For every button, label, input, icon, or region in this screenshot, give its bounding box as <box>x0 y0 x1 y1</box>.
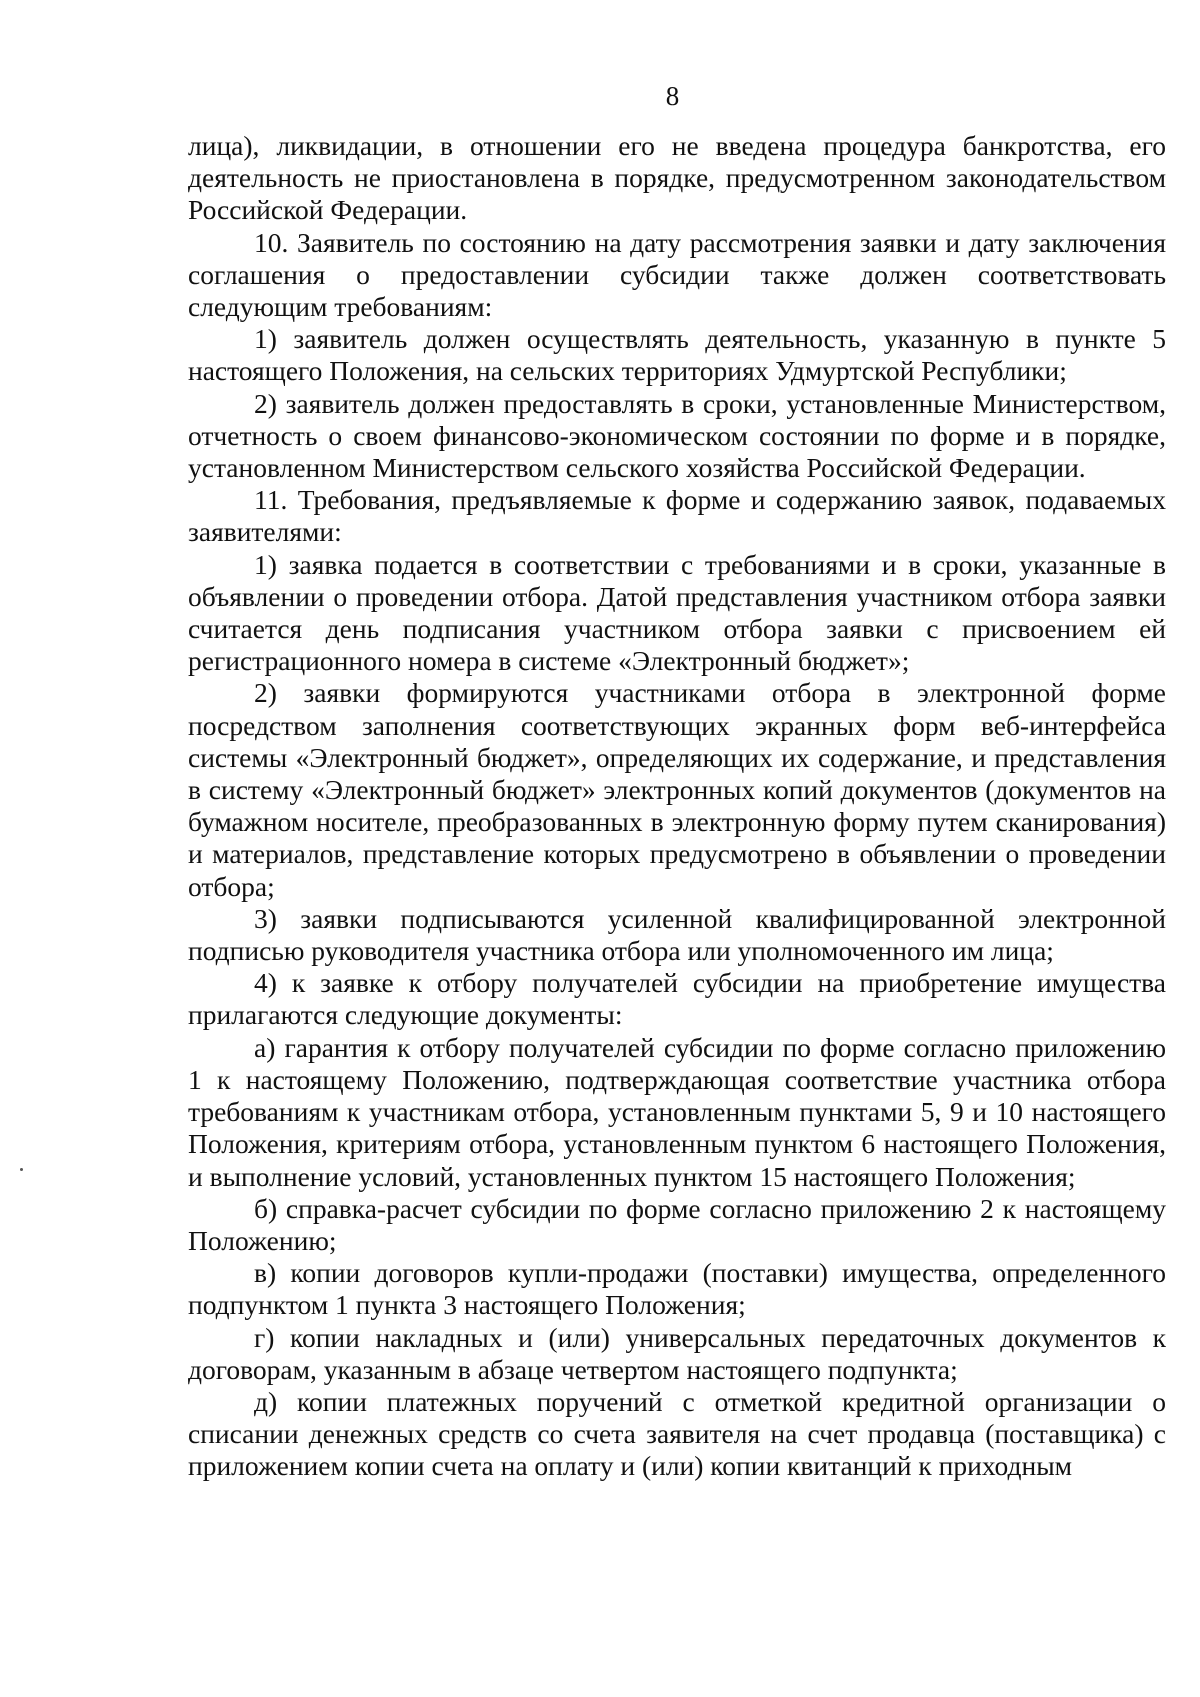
paragraph-clause-11-item-4: 4) к заявке к отбору получателей субсидии на приобретение имущества прилагаются следующие документы: <box>188 967 1166 1031</box>
paragraph-subitem-b: б) справка-расчет субсидии по форме согласно приложению 2 к настоящему Положению; <box>188 1192 1166 1256</box>
paragraph-clause-11-item-1: 1) заявка подается в соответствии с требованиями и в сроки, указанные в объявлении о проведении отбора. Датой представления участником отбора заявки считается день подписания участником отбора заявки с присвоением ей регистрационного номера в системе «Электронный бюджет»; <box>188 548 1166 677</box>
paragraph-clause-11-item-3: 3) заявки подписываются усиленной квалифицированной электронной подписью руководителя участника отбора или уполномоченного им лица; <box>188 902 1166 967</box>
paragraph-clause-10-item-2: 2) заявитель должен предоставлять в сроки, установленные Министерством, отчетность о своем финансово-экономическом состоянии по форме и в порядке, установленном Министерством сельского хозяйства Российской Федерации. <box>188 387 1166 484</box>
paragraph-clause-11: 11. Требования, предъявляемые к форме и содержанию заявок, подаваемых заявителями: <box>188 484 1166 548</box>
paragraph-clause-10-item-1: 1) заявитель должен осуществлять деятельность, указанную в пункте 5 настоящего Положения, на сельских территориях Удмуртской Республики; <box>188 323 1166 387</box>
paragraph-clause-11-item-2: 2) заявки формируются участниками отбора в электронной форме посредством заполнения соответствующих экранных форм веб-интерфейса системы «Электронный бюджет», определяющих их содержание, и представления в систему «Электронный бюджет» электронных копий документов (документов на бумажном носителе, преобразованных в электронную форму путем сканирования) и материалов, представление которых предусмотрено в объявлении о проведении отбора; <box>188 677 1166 902</box>
document-body <box>188 130 1166 1483</box>
paragraph-subitem-v: в) копии договоров купли-продажи (поставки) имущества, определенного подпунктом 1 пункта 3 настоящего Положения; <box>188 1257 1166 1321</box>
scan-speck <box>20 1168 23 1171</box>
paragraph-continuation: лица), ликвидации, в отношении его не введена процедура банкротства, его деятельность не приостановлена в порядке, предусмотренном законодательством Российской Федерации. <box>188 130 1166 226</box>
page-number: 8 <box>665 81 680 111</box>
paragraph-subitem-d: д) копии платежных поручений с отметкой кредитной организации о списании денежных средств со счета заявителя на счет продавца (поставщика) с приложением копии счета на оплату и (или) копии квитанций к приходным <box>188 1385 1166 1482</box>
paragraph-subitem-g: г) копии накладных и (или) универсальных передаточных документов к договорам, указанным в абзаце четвертом настоящего подпункта; <box>188 1321 1166 1385</box>
paragraph-subitem-a: а) гарантия к отбору получателей субсидии по форме согласно приложению 1 к настоящему Положению, подтверждающая соответствие участника отбора требованиям к участникам отбора, установленным пунктами 5, 9 и 10 настоящего Положения, критериям отбора, установленным пунктом 6 настоящего Положения, и выполнение условий, установленных пунктом 15 настоящего Положения; <box>188 1031 1166 1192</box>
paragraph-clause-10: 10. Заявитель по состоянию на дату рассмотрения заявки и дату заключения соглашения о предоставлении субсидии также должен соответствовать следующим требованиям: <box>188 226 1166 323</box>
